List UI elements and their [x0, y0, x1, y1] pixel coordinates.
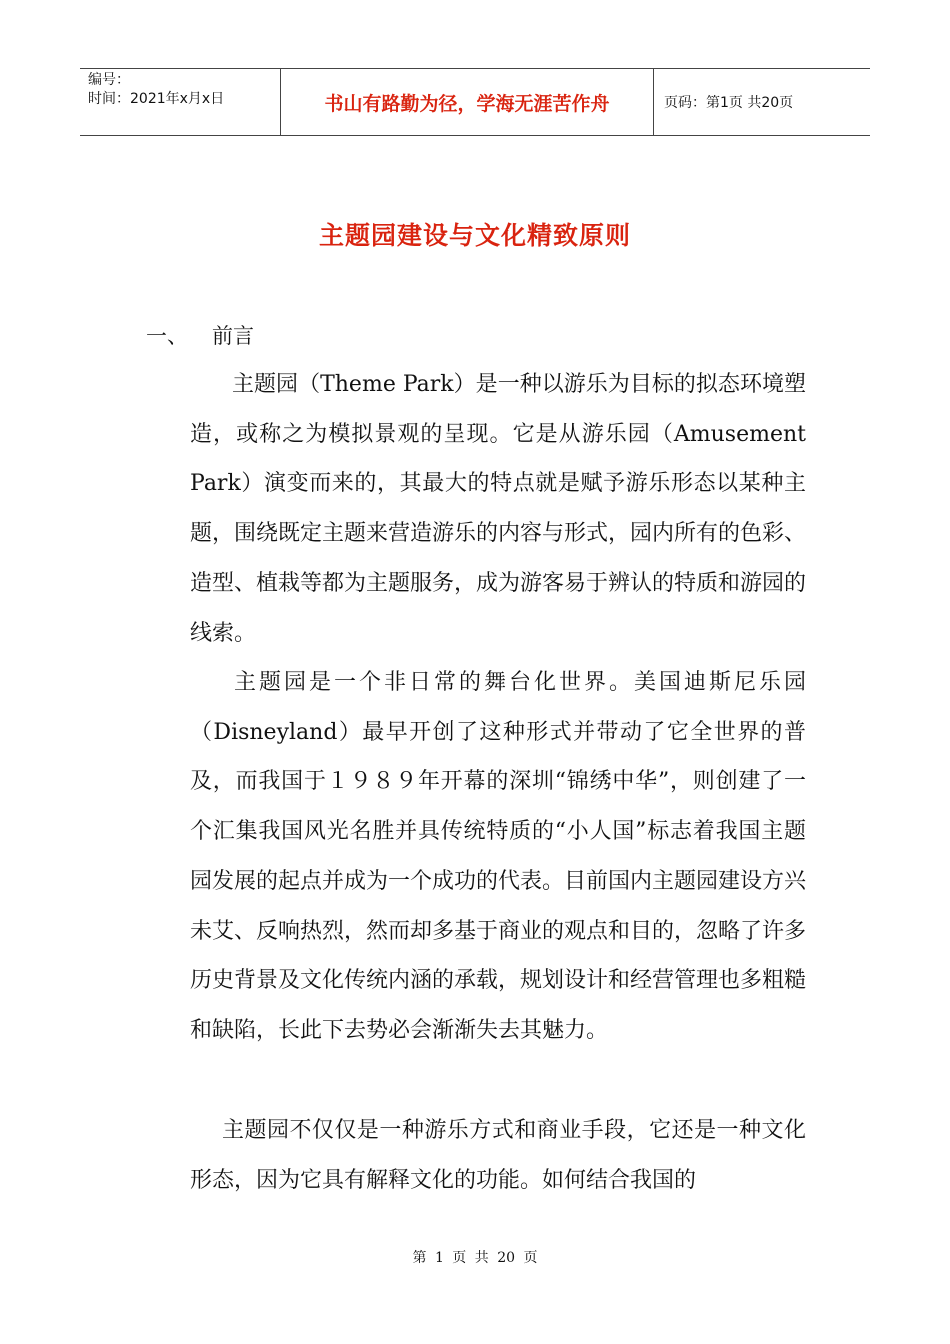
header-motto-cell	[281, 69, 654, 135]
paragraph-1: 主题园（Theme Park）是一种以游乐为目标的拟态环境塑造，或称之为模拟景观的呈现。它是从游乐园（Amusement Park）演变而来的，其最大的特点就是赋予游乐形态以某种主题，围绕既定主题来营造游乐的内容与形式，园内所有的色彩、造型、植栽等都为主题服务，成为游客易于辨认的特质和游园的线索。	[190, 372, 807, 646]
date-label: 时间：2021年x月x日	[88, 91, 225, 107]
header-motto: 书山有路勤为径，学海无涯苦作舟	[324, 92, 610, 115]
paragraph-3: 主题园不仅仅是一种游乐方式和商业手段，它还是一种文化形态，因为它具有解释文化的功能。如何结合我国的	[190, 1118, 806, 1193]
section-number: 一、	[146, 324, 188, 348]
header-table	[80, 68, 870, 136]
paragraph-2: 主题园是一个非日常的舞台化世界。美国迪斯尼乐园（Disneyland）最早开创了这种形式并带动了它全世界的普及，而我国于１９８９年开幕的深圳“锦绣中华”，则创建了一个汇集我国风光名胜并具传统特质的“小人国”标志着我国主题园发展的起点并成为一个成功的代表。目前国内主题园建设方兴未艾、反响热烈，然而却多基于商业的观点和目的，忽略了许多历史背景及文化传统内涵的承载，规划设计和经营管理也多粗糙和缺陷，长此下去势必会渐渐失去其魅力。	[190, 670, 807, 1043]
page-footer: 第 1 页 共 20 页	[412, 1250, 538, 1266]
header-page-info: 页码：第1页 共20页	[664, 95, 794, 111]
section-heading	[146, 320, 254, 350]
header-meta-cell	[80, 69, 281, 135]
header-page-cell	[654, 69, 870, 135]
section-heading-text: 前言	[212, 324, 254, 348]
number-label: 编号：	[88, 72, 130, 88]
document-title: 主题园建设与文化精致原则	[318, 221, 631, 250]
